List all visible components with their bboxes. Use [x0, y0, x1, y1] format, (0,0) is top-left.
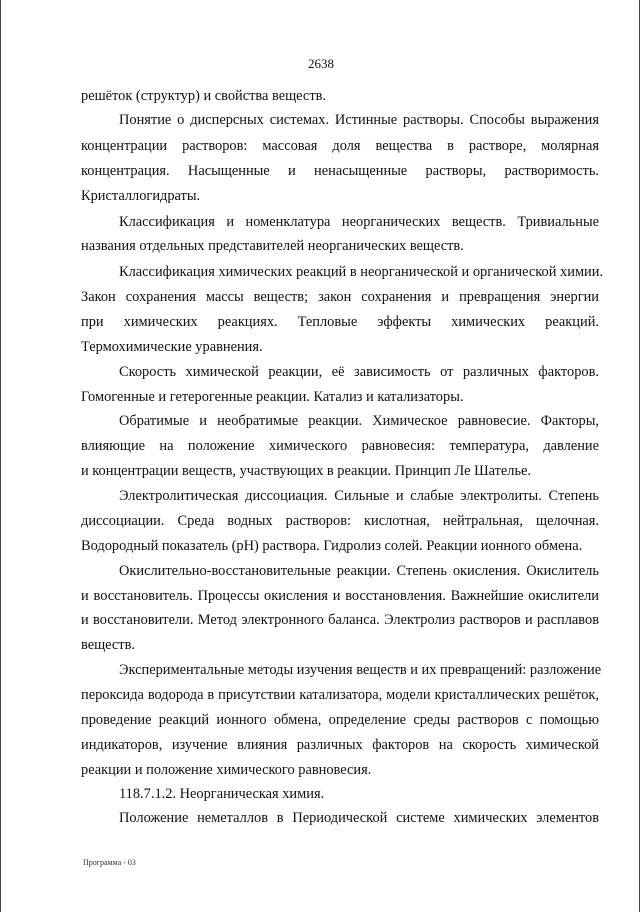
page-number: 2638	[308, 56, 334, 71]
paragraph-line: индикаторов, изучение влияния различных факторов на скорость химической	[81, 737, 599, 753]
paragraph-line: Водородный показатель (pH) раствора. Гидролиз солей. Реакции ионного обмена.	[81, 538, 583, 554]
paragraph-line: Скорость химической реакции, её зависимость от различных факторов.	[119, 364, 599, 380]
paragraph-line: Обратимые и необратимые реакции. Химическое равновесие. Факторы,	[119, 413, 599, 429]
paragraph-line: Классификация и номенклатура неорганических веществ. Тривиальные	[119, 214, 599, 230]
paragraph-line: Закон сохранения массы веществ; закон сохранения и превращения энергии	[81, 289, 599, 305]
paragraph-line: проведение реакций ионного обмена, определение среды растворов с помощью	[81, 712, 599, 728]
text-line: решёток (структур) и свойства веществ.	[81, 88, 326, 104]
paragraph-line: Электролитическая диссоциация. Сильные и слабые электролиты. Степень	[119, 488, 599, 504]
paragraph-line: Понятие о дисперсных системах. Истинные растворы. Способы выражения	[119, 112, 599, 128]
paragraph-line: реакции и положение химического равновесия.	[81, 762, 372, 778]
paragraph-line: диссоциации. Среда водных растворов: кислотная, нейтральная, щелочная.	[81, 513, 599, 529]
paragraph-line: и концентрации веществ, участвующих в реакции. Принцип Ле Шателье.	[81, 463, 532, 479]
paragraph-line: Окислительно-восстановительные реакции. Степень окисления. Окислитель	[119, 563, 599, 579]
paragraph-line: при химических реакциях. Тепловые эффекты химических реакций.	[81, 314, 599, 330]
paragraph-line: и восстановитель. Процессы окисления и восстановления. Важнейшие окислители	[81, 588, 599, 604]
paragraph-line: концентрация. Насыщенные и ненасыщенные растворы, растворимость.	[81, 163, 599, 179]
paragraph-line: и восстановители. Метод электронного баланса. Электролиз растворов и расплавов	[81, 612, 599, 628]
footer-note: Программа - 03	[83, 858, 136, 867]
paragraph-line: Экспериментальные методы изучения веществ и их превращений: разложение	[119, 662, 602, 678]
paragraph-line: концентрации растворов: массовая доля вещества в растворе, молярная	[81, 138, 599, 154]
paragraph-line: Гомогенные и гетерогенные реакции. Катализ и катализаторы.	[81, 389, 464, 405]
paragraph-line: влияющие на положение химического равновесия: температура, давление	[81, 438, 599, 454]
section-heading: 118.7.1.2. Неорганическая химия.	[119, 786, 325, 802]
paragraph-line: Классификация химических реакций в неорганической и органической химии.	[119, 264, 604, 280]
paragraph-line: Кристаллогидраты.	[81, 188, 201, 204]
paragraph-line: веществ.	[81, 637, 135, 653]
paragraph-line: Термохимические уравнения.	[81, 339, 263, 355]
paragraph-line: названия отдельных представителей неорганических веществ.	[81, 238, 464, 254]
paragraph-line: пероксида водорода в присутствии катализатора, модели кристаллических решёток,	[81, 687, 599, 703]
paragraph-line: Положение неметаллов в Периодической системе химических элементов	[119, 810, 599, 826]
